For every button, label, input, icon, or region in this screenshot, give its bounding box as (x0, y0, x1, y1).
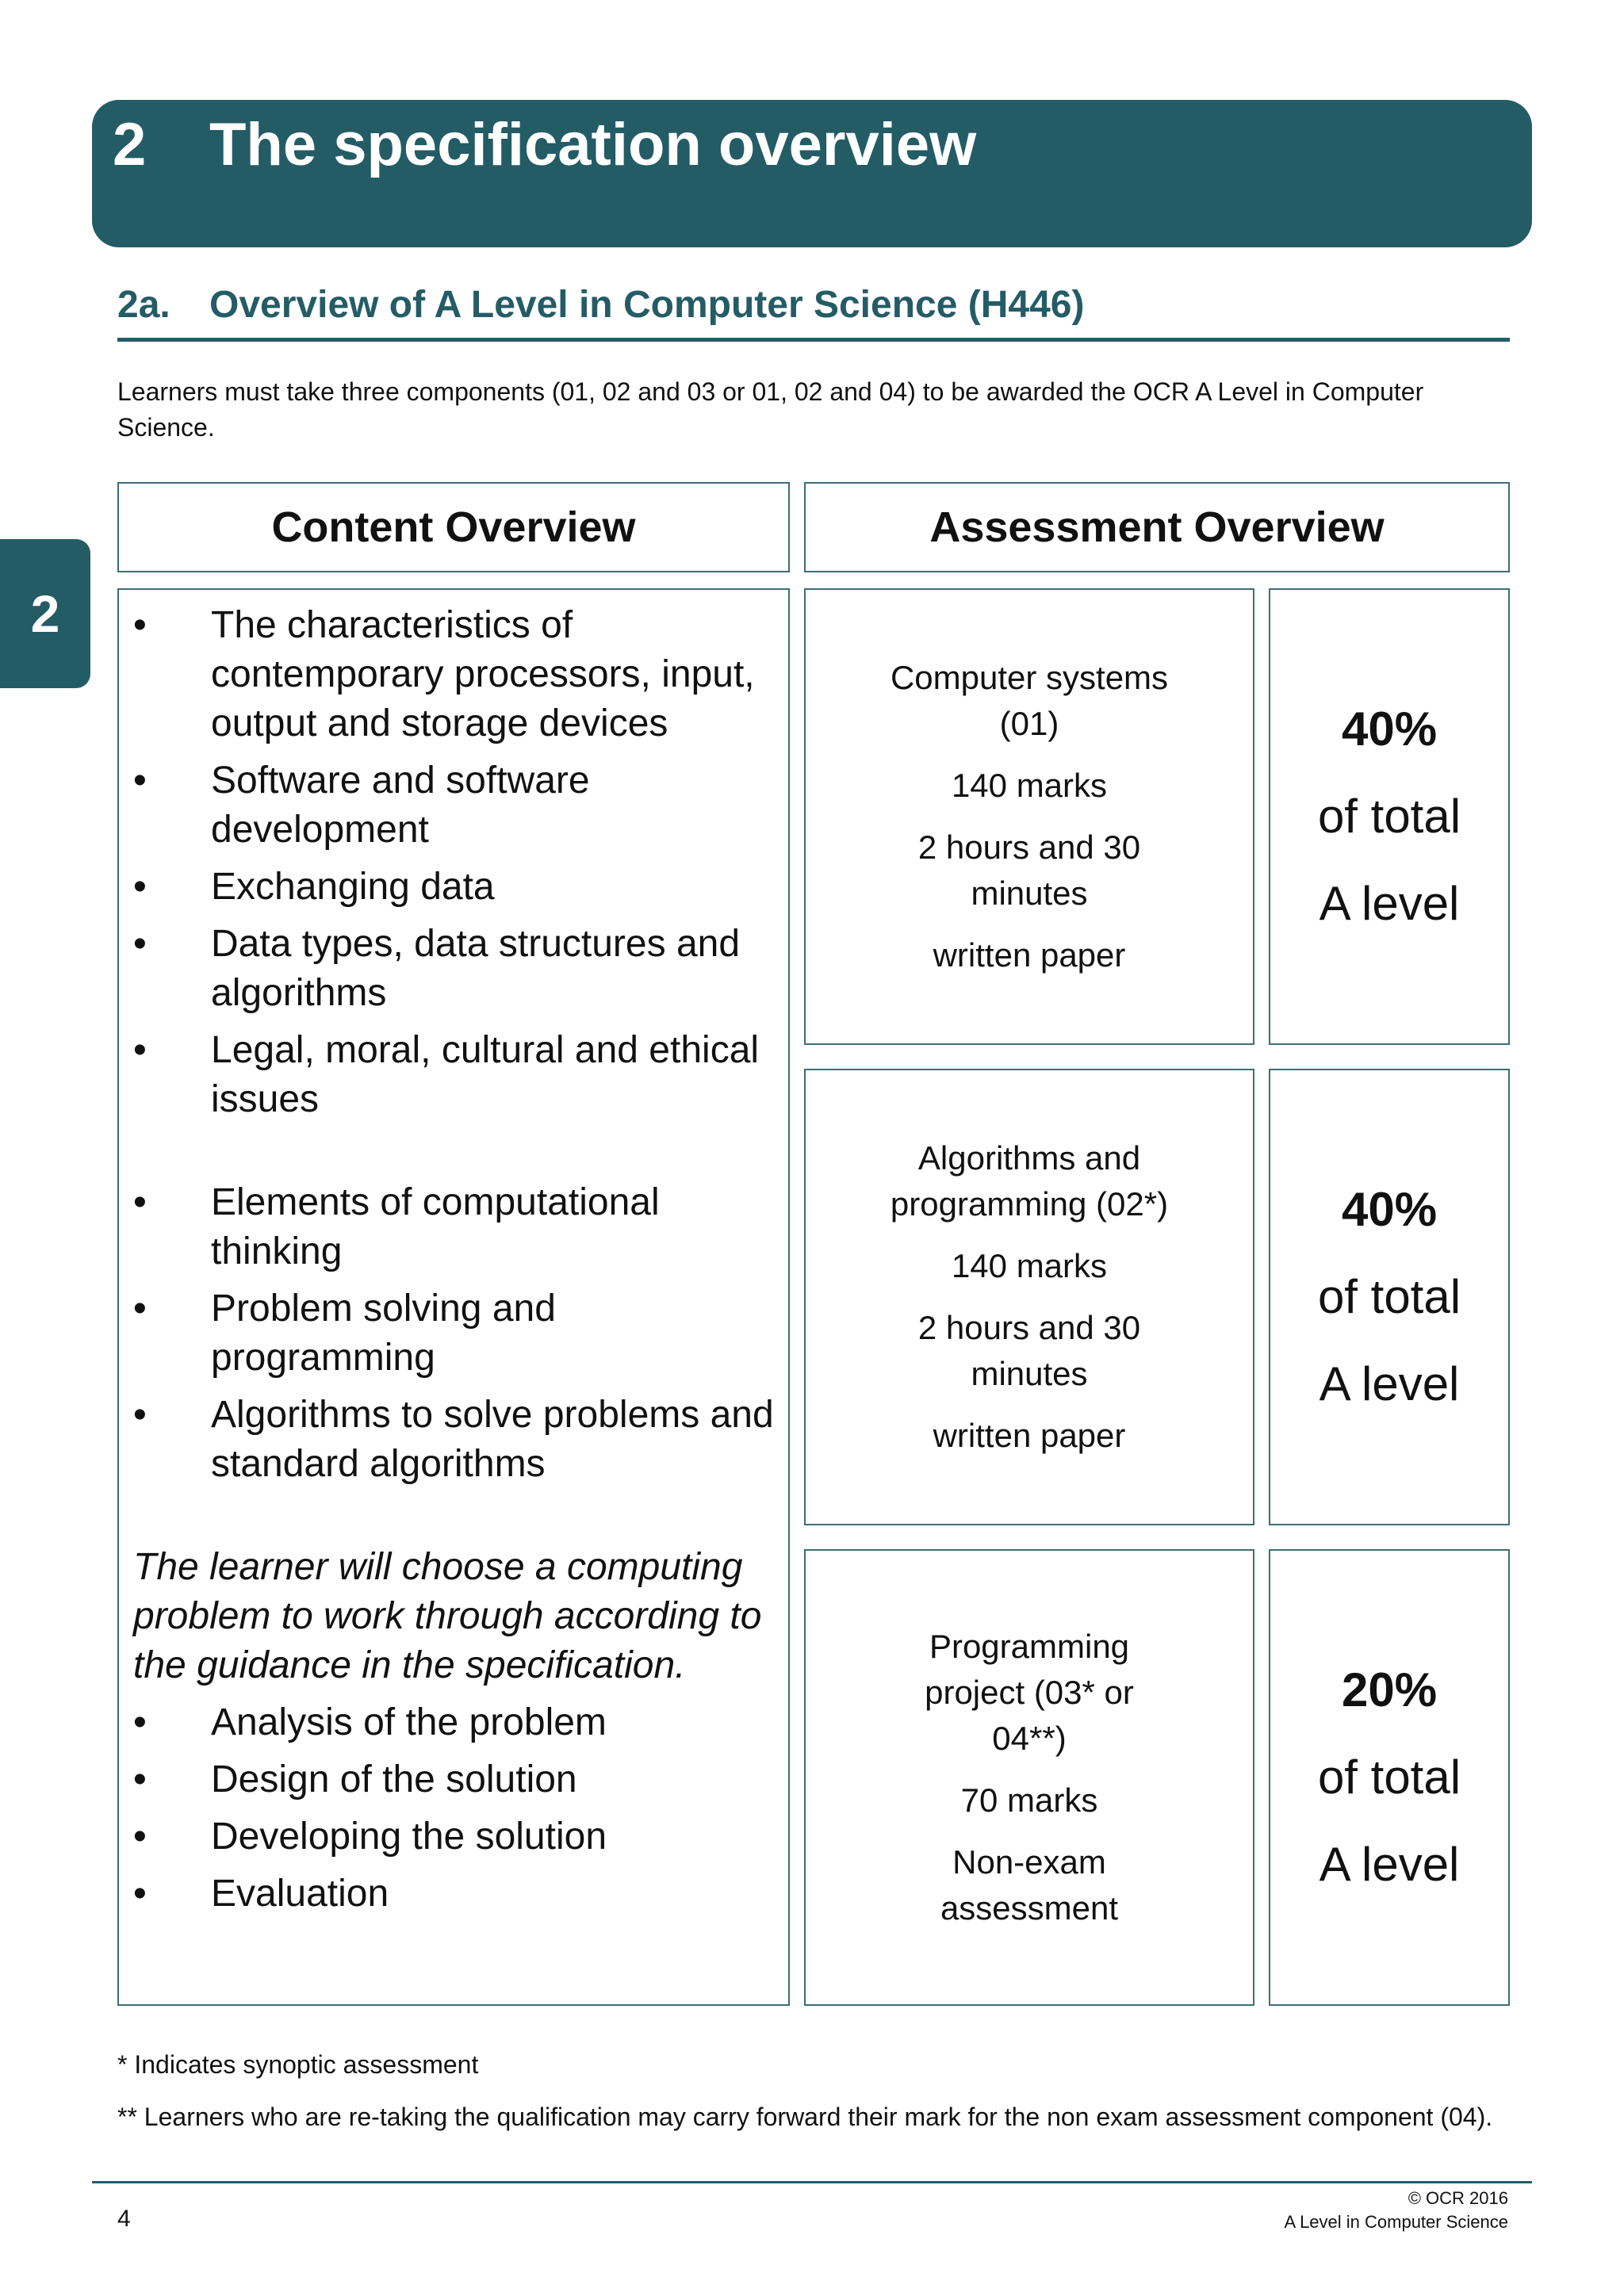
content-list-group-3 (119, 1698, 779, 1919)
copyright-text: © OCR 2016 (1408, 2188, 1508, 2208)
bullet-icon: • (133, 866, 147, 908)
weight-label-2: A level (1319, 1838, 1460, 1891)
list-item: • Elements of computational thinking (119, 1178, 779, 1276)
bullet-icon: • (133, 1816, 147, 1858)
section-side-tab: 2 (0, 539, 90, 688)
list-item: • Developing the solution (119, 1812, 779, 1862)
content-overview-box (117, 588, 790, 2006)
footer-rule (92, 2181, 1532, 2183)
weight-label-1: of total (1317, 790, 1461, 843)
list-item: • Algorithms to solve problems and standard algorithms (119, 1391, 779, 1489)
content-list-group-2 (119, 1178, 779, 1489)
weight-label-1: of total (1317, 1270, 1461, 1323)
project-note: The learner will choose a computing problem to work through according to the guidance in the specification. (133, 1546, 762, 1686)
component-03-weight (1269, 1549, 1510, 2006)
weight-label-2: A level (1319, 1357, 1460, 1410)
bullet-icon: • (133, 604, 147, 646)
list-item: • Exchanging data (119, 863, 779, 912)
component-duration: 2 hours and 30 minutes (917, 1309, 1141, 1392)
list-item: • Design of the solution (119, 1755, 779, 1804)
list-item: • Software and software development (119, 756, 779, 855)
assessment-overview-header: Assessment Overview (804, 482, 1510, 572)
bullet-icon: • (133, 1288, 147, 1330)
component-type: written paper (933, 1417, 1126, 1454)
intro-paragraph: Learners must take three components (01, 02 and 03 or 01, 02 and 04) to be awarded the OCR A Level in Computer Science. (117, 377, 1424, 442)
component-marks: 140 marks (951, 767, 1108, 804)
footnote-retake: ** Learners who are re-taking the qualification may carry forward their mark for the non exam assessment component (04). (117, 2103, 1493, 2131)
component-duration: 2 hours and 30 minutes (917, 828, 1141, 912)
weight-label-2: A level (1319, 877, 1460, 930)
section-title-text: The specification overview (209, 111, 977, 178)
page-number: 4 (117, 2206, 131, 2232)
component-type: Non-exam assessment (940, 1843, 1119, 1927)
component-marks: 140 marks (951, 1247, 1108, 1284)
bullet-icon: • (133, 1029, 147, 1071)
bullet-icon: • (133, 760, 147, 802)
list-item: • Problem solving and programming (119, 1284, 779, 1383)
bullet-icon: • (133, 1701, 147, 1743)
content-overview-header: Content Overview (117, 482, 790, 572)
component-02-details (804, 1069, 1254, 1525)
document-title: A Level in Computer Science (1284, 2212, 1508, 2232)
subsection-number: 2a. (117, 284, 170, 326)
component-marks: 70 marks (960, 1781, 1098, 1819)
content-list-group-1 (119, 601, 779, 1124)
bullet-icon: • (133, 923, 147, 965)
bullet-icon: • (133, 1394, 147, 1436)
component-01-weight (1269, 588, 1510, 1045)
subsection-heading (117, 277, 1084, 333)
component-01-details (804, 588, 1254, 1045)
bullet-icon: • (133, 1181, 147, 1223)
bullet-icon: • (133, 1758, 147, 1800)
weight-percent: 40% (1341, 702, 1438, 756)
list-item: • Data types, data structures and algorithms (119, 920, 779, 1018)
list-item: • Evaluation (119, 1869, 779, 1919)
footnote-synoptic: * Indicates synoptic assessment (117, 2050, 479, 2079)
component-02-weight (1269, 1069, 1510, 1525)
footer-copyright (1285, 2187, 1509, 2234)
list-item: • The characteristics of contemporary processors, input, output and storage devices (119, 601, 779, 748)
section-title (113, 101, 976, 189)
component-title: Algorithms and programming (02*) (890, 1139, 1169, 1223)
weight-label-1: of total (1317, 1751, 1461, 1804)
component-03-details (804, 1549, 1254, 2006)
component-title: Computer systems (01) (890, 659, 1169, 742)
component-title: Programming project (03* or 04**) (925, 1628, 1134, 1757)
subsection-title: Overview of A Level in Computer Science (H446) (209, 284, 1085, 326)
section-number: 2 (113, 111, 147, 178)
subsection-rule (117, 338, 1510, 342)
list-item: • Analysis of the problem (119, 1698, 779, 1747)
weight-percent: 40% (1341, 1183, 1438, 1236)
list-item: • Legal, moral, cultural and ethical issues (119, 1026, 779, 1124)
component-type: written paper (933, 936, 1126, 974)
weight-percent: 20% (1341, 1663, 1438, 1716)
bullet-icon: • (133, 1873, 147, 1915)
